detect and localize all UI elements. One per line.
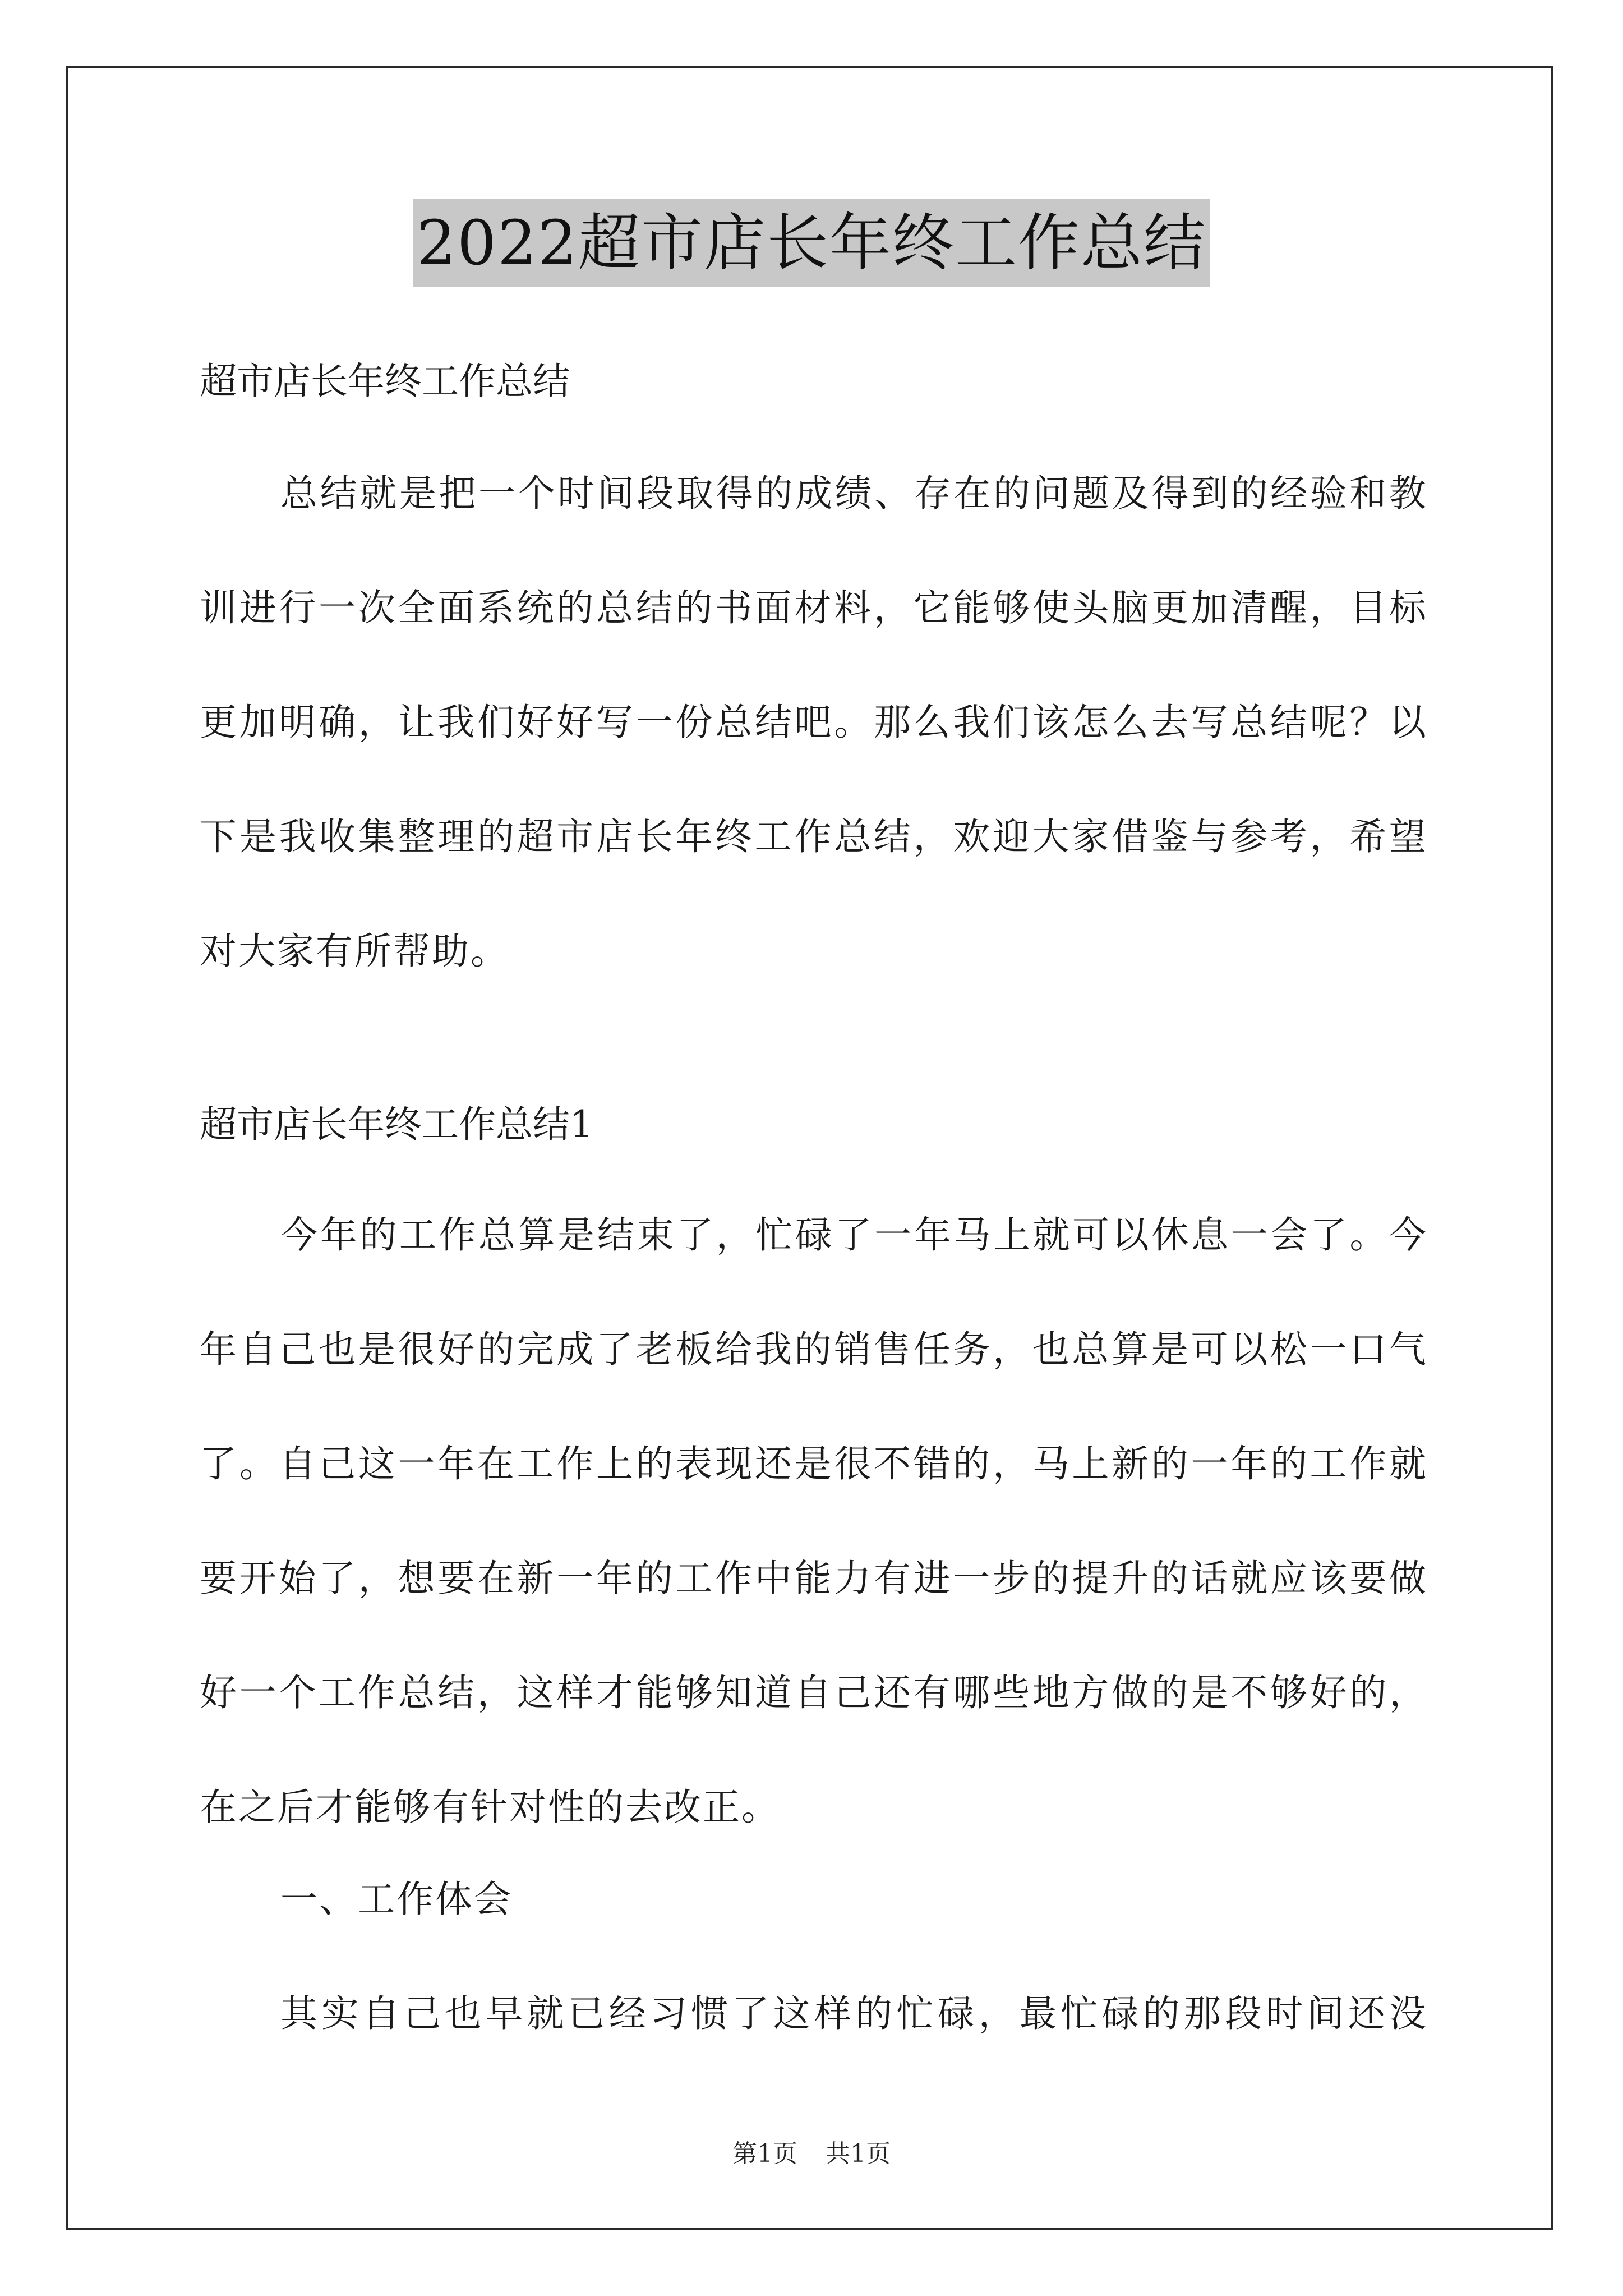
- continued-paragraph: 其实自己也早就已经习惯了这样的忙碌，最忙碌的那段时间还没: [280, 1992, 1428, 2035]
- section-paragraph: 今年的工作总算是结束了，忙碌了一年马上就可以休息一会了。今年自己也是很好的完成了老板给我的销售任务，也总算是可以松一口气了。自己这一年在工作上的表现还是很不错的，马上新的一年的工作就要开始了，想要在新一年的工作中能力有进一步的提升的话就应该要做好一个工作总结，这样才能够知道自己还有哪些地方做的是不够好的，在之后才能够有针对性的去改正。: [200, 1213, 1428, 1829]
- section-title: 超市店长年终工作总结1: [200, 1103, 593, 1146]
- document-subtitle: 超市店长年终工作总结: [200, 360, 570, 403]
- page-total: 共1页: [826, 2139, 891, 2168]
- intro-paragraph: 总结就是把一个时间段取得的成绩、存在的问题及得到的经验和教训进行一次全面系统的总结的书面材料，它能够使头脑更加清醒，目标更加明确，让我们好好写一份总结吧。那么我们该怎么去写总结呢？以下是我收集整理的超市店长年终工作总结，欢迎大家借鉴与参考，希望对大家有所帮助。: [200, 472, 1428, 973]
- page-number: 第1页: [732, 2139, 797, 2168]
- title-container: [0, 199, 1623, 287]
- document-title: 2022超市店长年终工作总结: [413, 199, 1210, 287]
- subheading: 一、工作体会: [280, 1878, 513, 1921]
- page-footer: [0, 2137, 1623, 2171]
